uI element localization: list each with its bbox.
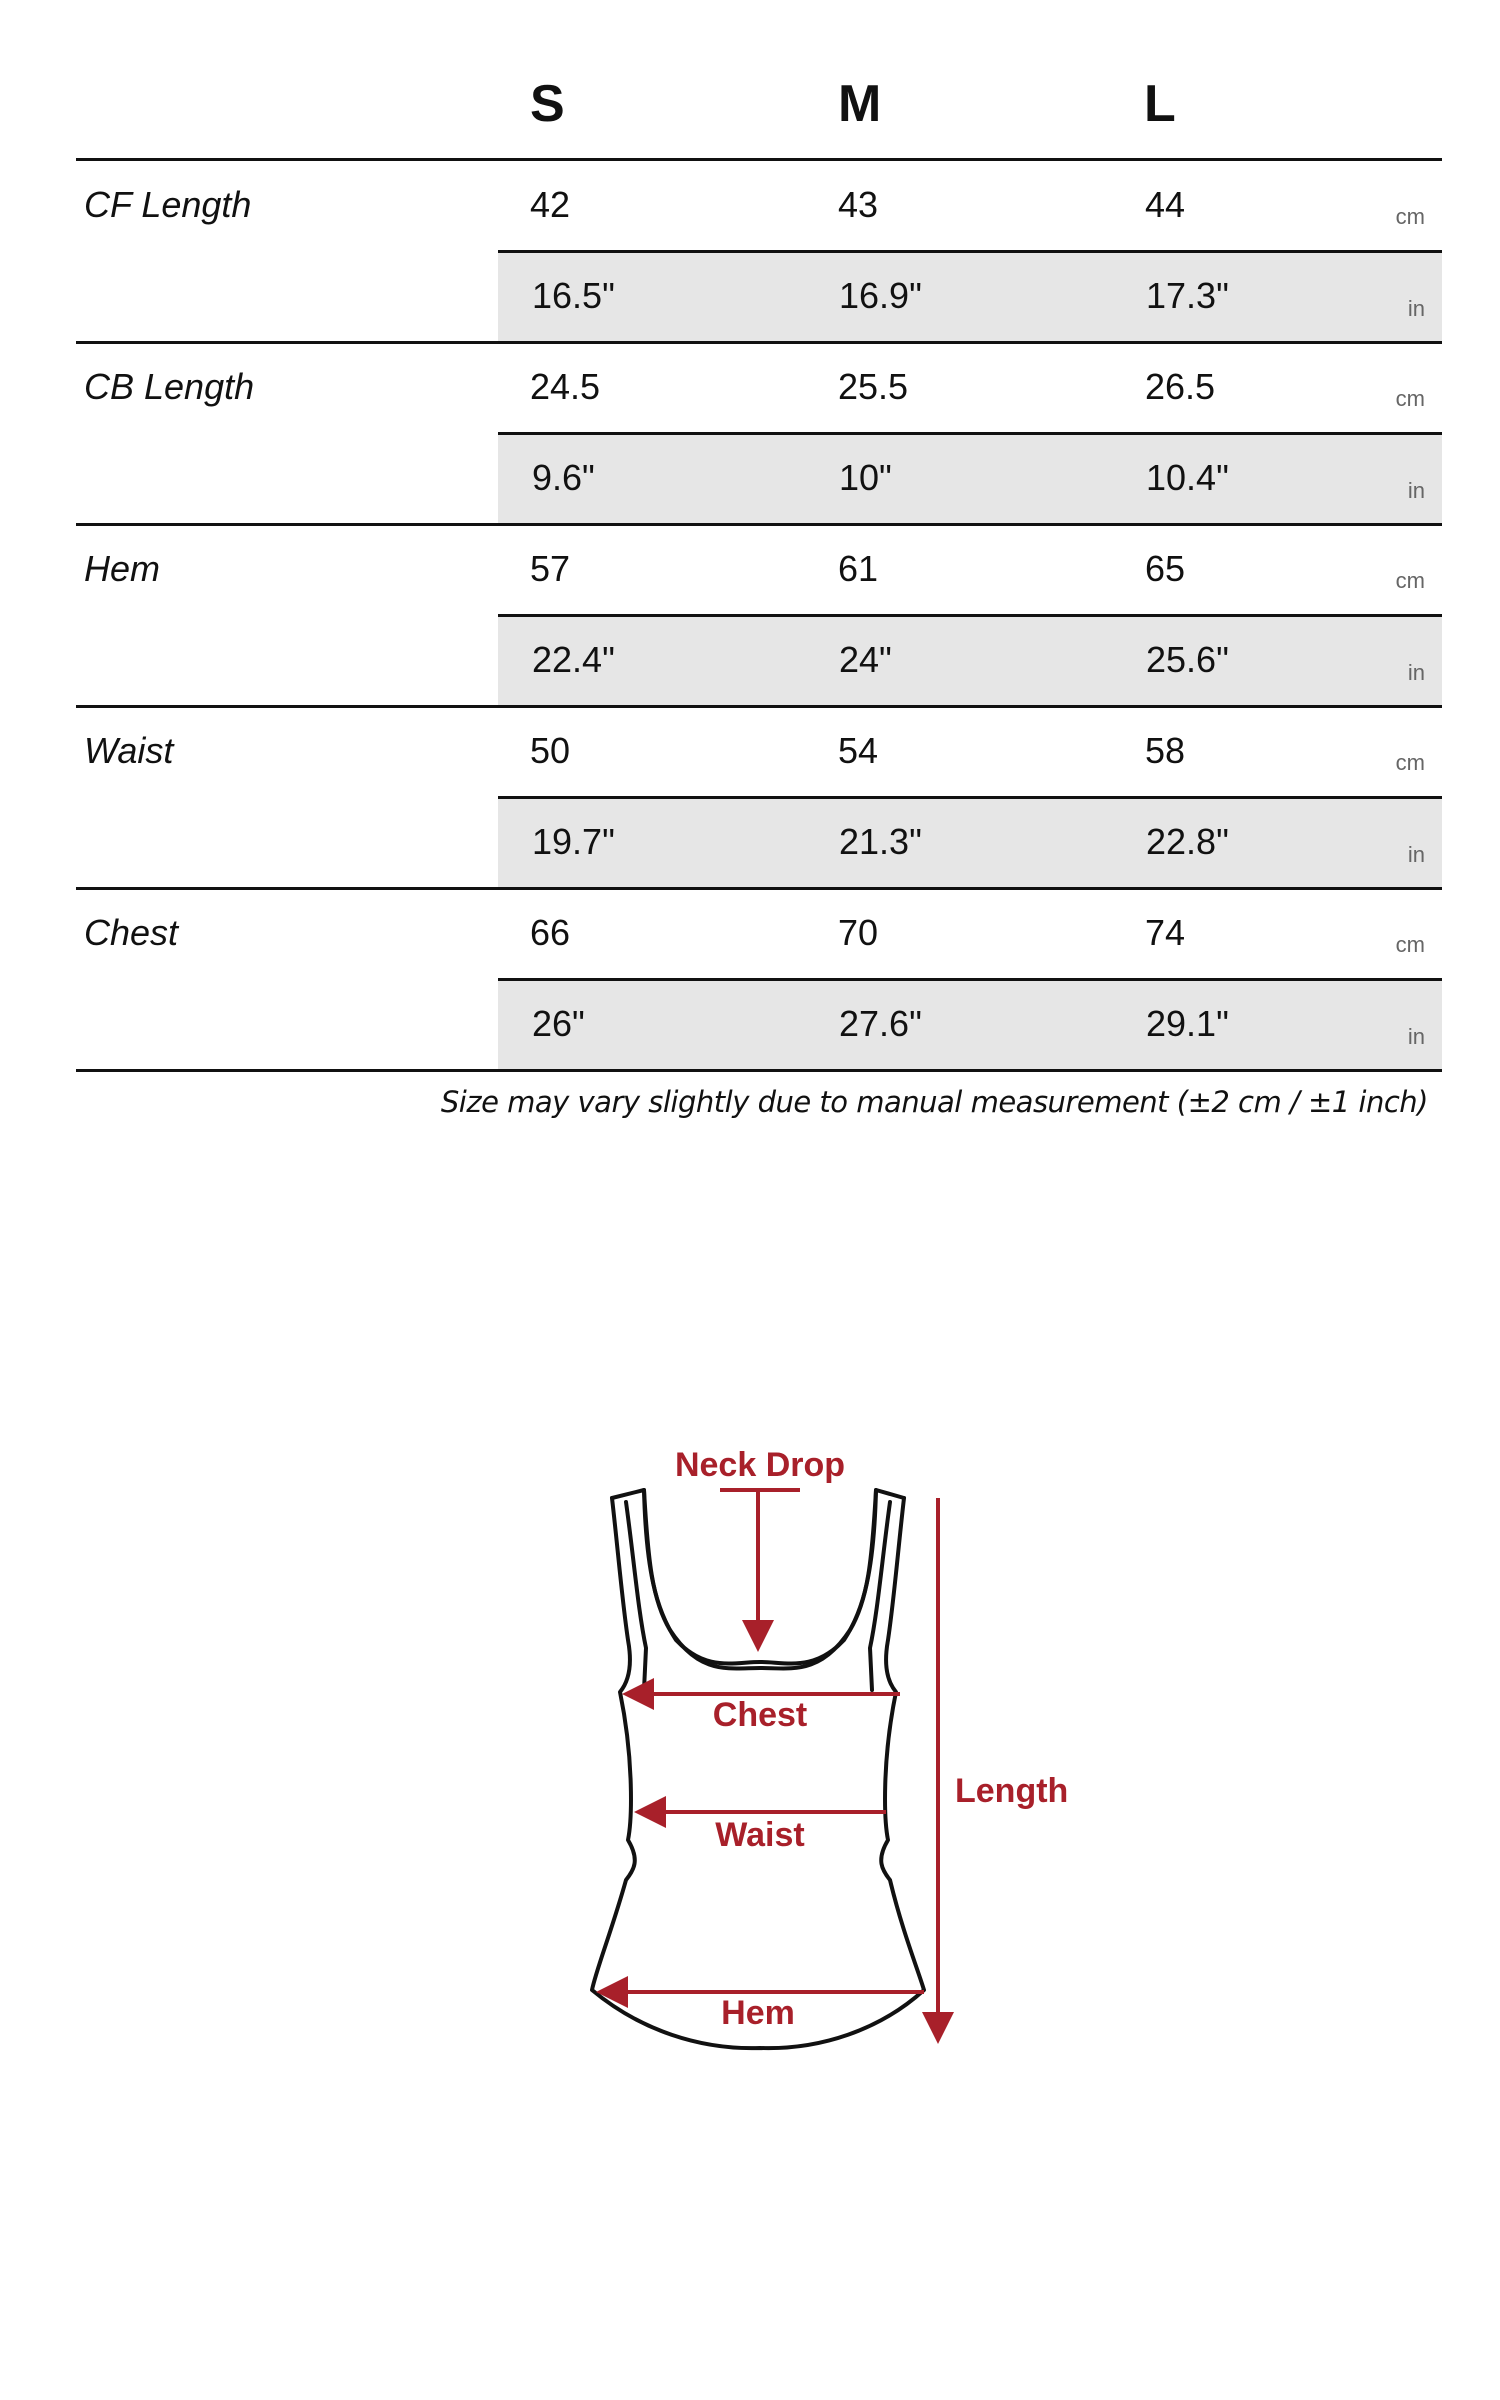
size-header-m: M <box>838 75 882 133</box>
measure-label-chest: Chest <box>84 912 179 953</box>
cell-cm: 43 <box>838 184 879 225</box>
cell-cm: 24.5 <box>530 366 601 407</box>
size-header-l: L <box>1144 75 1176 133</box>
unit-cm: cm <box>1395 750 1425 775</box>
cell-in: 22.8" <box>1146 821 1229 862</box>
cell-cm: 25.5 <box>838 366 909 407</box>
unit-cm: cm <box>1395 386 1425 411</box>
cell-in: 10.4" <box>1146 457 1229 498</box>
cell-cm: 44 <box>1145 184 1186 225</box>
cell-in: 16.5" <box>532 275 615 316</box>
size-header-s: S <box>530 75 565 133</box>
neck-drop-label: Neck Drop <box>674 1446 846 1484</box>
cell-cm: 74 <box>1145 912 1186 953</box>
cell-in: 22.4" <box>532 639 615 680</box>
cell-cm: 70 <box>838 912 879 953</box>
measure-label-waist: Waist <box>84 730 174 771</box>
measure-label-cb-length: CB Length <box>84 366 255 407</box>
cell-cm: 54 <box>838 730 879 771</box>
cell-cm: 42 <box>530 184 571 225</box>
unit-in: in <box>1407 1024 1425 1049</box>
cell-cm: 57 <box>530 548 571 589</box>
cell-in: 24" <box>839 639 892 680</box>
cell-in: 21.3" <box>839 821 922 862</box>
waist-label: Waist <box>715 1816 805 1854</box>
cell-in: 16.9" <box>839 275 922 316</box>
cell-in: 26" <box>532 1003 585 1044</box>
unit-in: in <box>1407 478 1425 503</box>
unit-in: in <box>1407 660 1425 685</box>
cell-cm: 65 <box>1145 548 1186 589</box>
cell-cm: 66 <box>530 912 571 953</box>
cell-cm: 58 <box>1145 730 1186 771</box>
cell-in: 25.6" <box>1146 639 1229 680</box>
measure-label-hem: Hem <box>84 548 161 589</box>
cell-cm: 26.5 <box>1145 366 1216 407</box>
cell-in: 19.7" <box>532 821 615 862</box>
length-label: Length <box>955 1772 1069 1810</box>
measurement-note: Size may vary slightly due to manual measurement (±2 cm / ±1 inch) <box>440 1085 1428 1119</box>
cell-cm: 61 <box>838 548 879 589</box>
unit-cm: cm <box>1395 932 1425 957</box>
cell-in: 27.6" <box>839 1003 922 1044</box>
measure-label-cf-length: CF Length <box>84 184 252 225</box>
cell-in: 29.1" <box>1146 1003 1229 1044</box>
unit-cm: cm <box>1395 568 1425 593</box>
hem-label: Hem <box>721 1994 795 2032</box>
cell-in: 10" <box>839 457 892 498</box>
unit-in: in <box>1407 296 1425 321</box>
cell-in: 9.6" <box>532 457 595 498</box>
chest-label: Chest <box>712 1696 808 1734</box>
unit-cm: cm <box>1395 204 1425 229</box>
unit-in: in <box>1407 842 1425 867</box>
cell-in: 17.3" <box>1146 275 1229 316</box>
cell-cm: 50 <box>530 730 571 771</box>
